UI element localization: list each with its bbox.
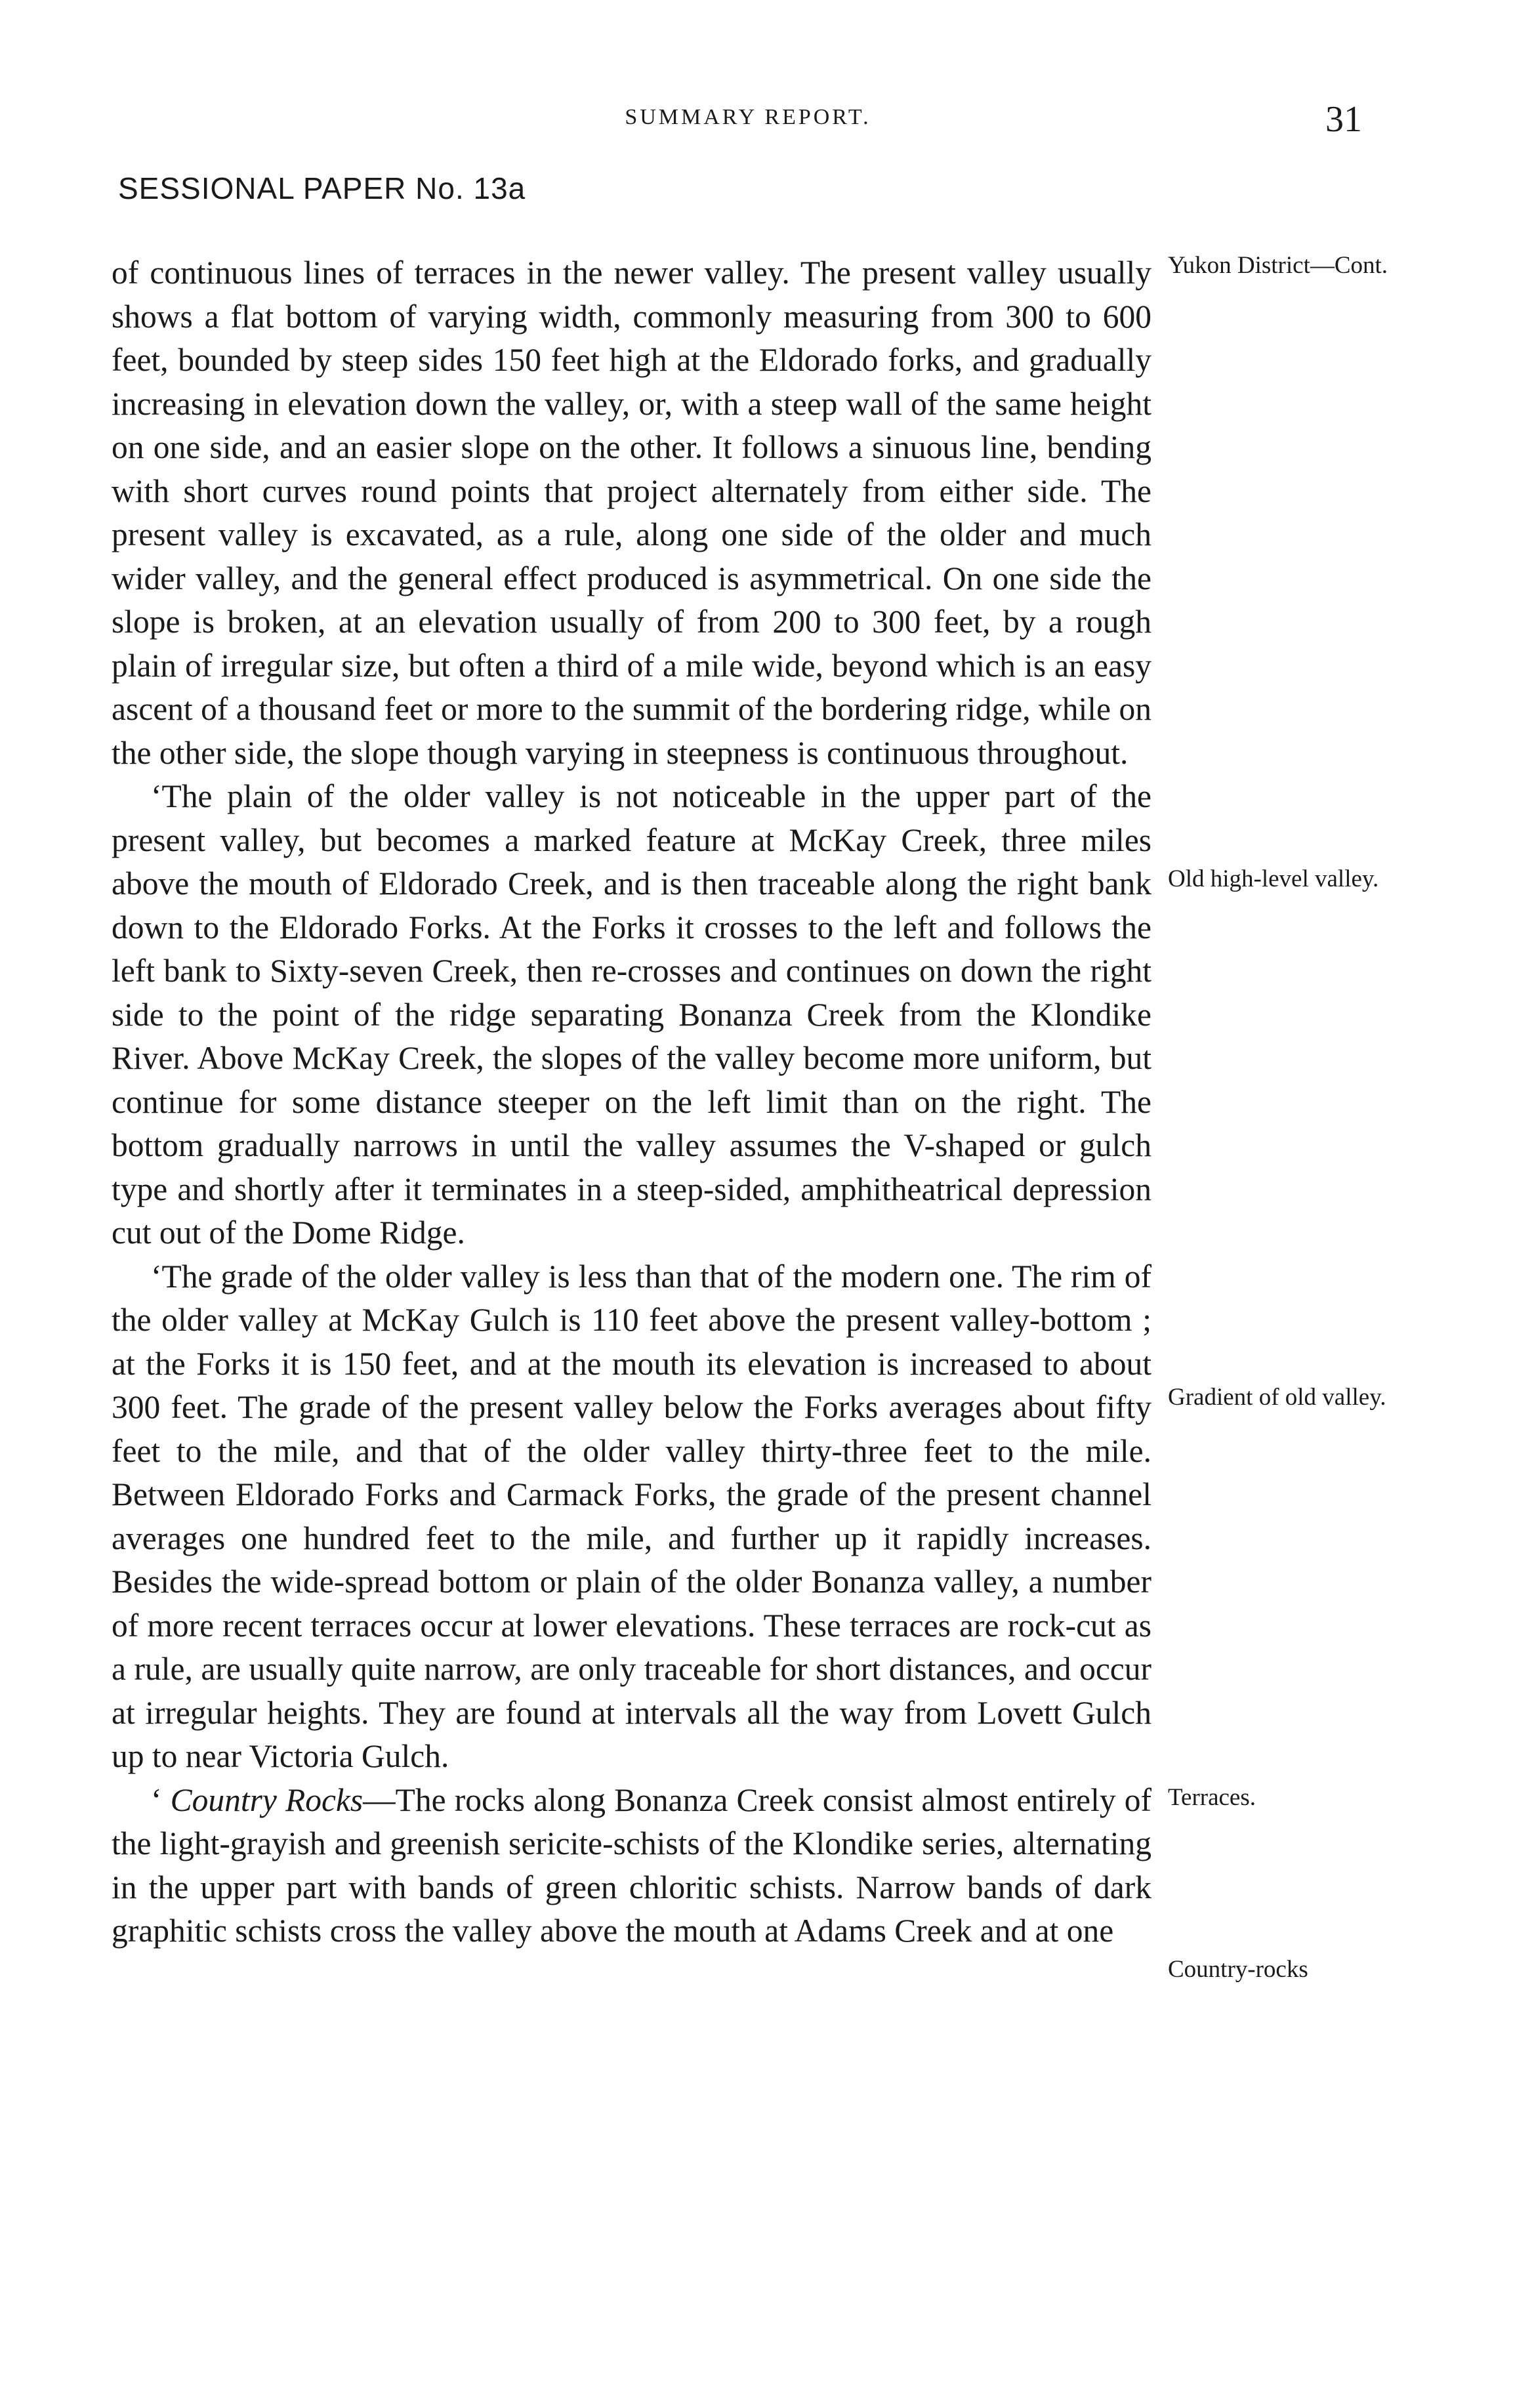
paragraph-country-rocks (112, 1779, 1151, 1953)
paragraph-lead-in: ‘ (151, 1781, 171, 1818)
page-number: 31 (1325, 99, 1362, 140)
paragraph-valley-description: of continuous lines of terraces in the newer valley. The present valley usually shows a flat bottom of varying width, commonly measuring from 300 to 600 feet, bounded by steep sides 150 feet high at the Eldorado forks, and gradually increasing in elevation down the valley, or, with a steep wall of the same height on one side, and an easier slope on the other. It follows a sinuous line, bending with short curves round points that project alternately from either side. The present valley is excavated, as a rule, along one side of the older and much wider valley, and the general effect produced is asymmetrical. On one side the slope is broken, at an elevation usually of from 200 to 300 feet, by a rough plain of irregular size, but often a third of a mile wide, beyond which is an easy ascent of a thousand feet or more to the summit of the bordering ridge, while on the other side, the slope though varying in steepness is continuous throughout. (112, 255, 1151, 771)
sidenote-country-rocks: Country-rocks (1168, 1956, 1308, 1983)
paragraph-older-valley-plain: ‘The plain of the older valley is not noticeable in the upper part of the present valley, but becomes a marked feature at McKay Creek, three miles above the mouth of Eldorado Creek, and is then traceable along the right bank down to the Eldorado Forks. At the Forks it crosses to the left and follows the left bank to Sixty-seven Creek, then re-crosses and continues on down the right side to the point of the ridge separating Bonanza Creek from the Klondike River. Above McKay Creek, the slopes of the valley become more uniform, but continue for some distance steeper on the left limit than on the right. The bottom gradually narrows in until the valley assumes the V-shaped or gulch type and shortly after it terminates in a steep-sided, amphitheatrical depression cut out of the Dome Ridge. (112, 778, 1151, 1251)
body-text (112, 251, 1151, 1953)
sidenote-gradient-old-valley: Gradient of old valley. (1168, 1384, 1386, 1411)
sidenote-terraces: Terraces. (1168, 1784, 1256, 1811)
running-head: SUMMARY REPORT. (625, 105, 871, 129)
country-rocks-heading: Country Rocks (170, 1781, 363, 1818)
country-rocks-text: —The rocks along Bonanza Creek consist almost entirely of the light-grayish and greenish sericite-schists of the Klondike series, alternating in the upper part with bands of green chloritic schists. Narrow bands of dark graphitic schists cross the valley above the mouth at Adams Creek and at one (112, 1781, 1151, 1949)
paragraph-valley-grade: ‘The grade of the older valley is less than that of the modern one. The rim of the older valley at McKay Gulch is 110 feet above the present valley-bottom ; at the Forks it is 150 feet, and at the mouth its elevation is increased to about 300 feet. The grade of the present valley below the Forks averages about fifty feet to the mile, and that of the older valley thirty-three feet to the mile. Between Eldorado Forks and Carmack Forks, the grade of the present channel averages one hundred feet to the mile, and further up it rapidly increases. Besides the wide-spread bottom or plain of the older Bonanza valley, a number of more recent terraces occur at lower elevations. These terraces are rock-cut as a rule, are usually quite narrow, are only traceable for short distances, and occur at irregular heights. They are found at intervals all the way from Lovett Gulch up to near Victoria Gulch. (112, 1258, 1151, 1774)
sessional-paper-line: SESSIONAL PAPER No. 13a (118, 171, 526, 205)
sidenote-yukon-district: Yukon District—Cont. (1168, 252, 1388, 279)
sidenote-old-high-level-valley: Old high-level valley. (1168, 865, 1379, 892)
